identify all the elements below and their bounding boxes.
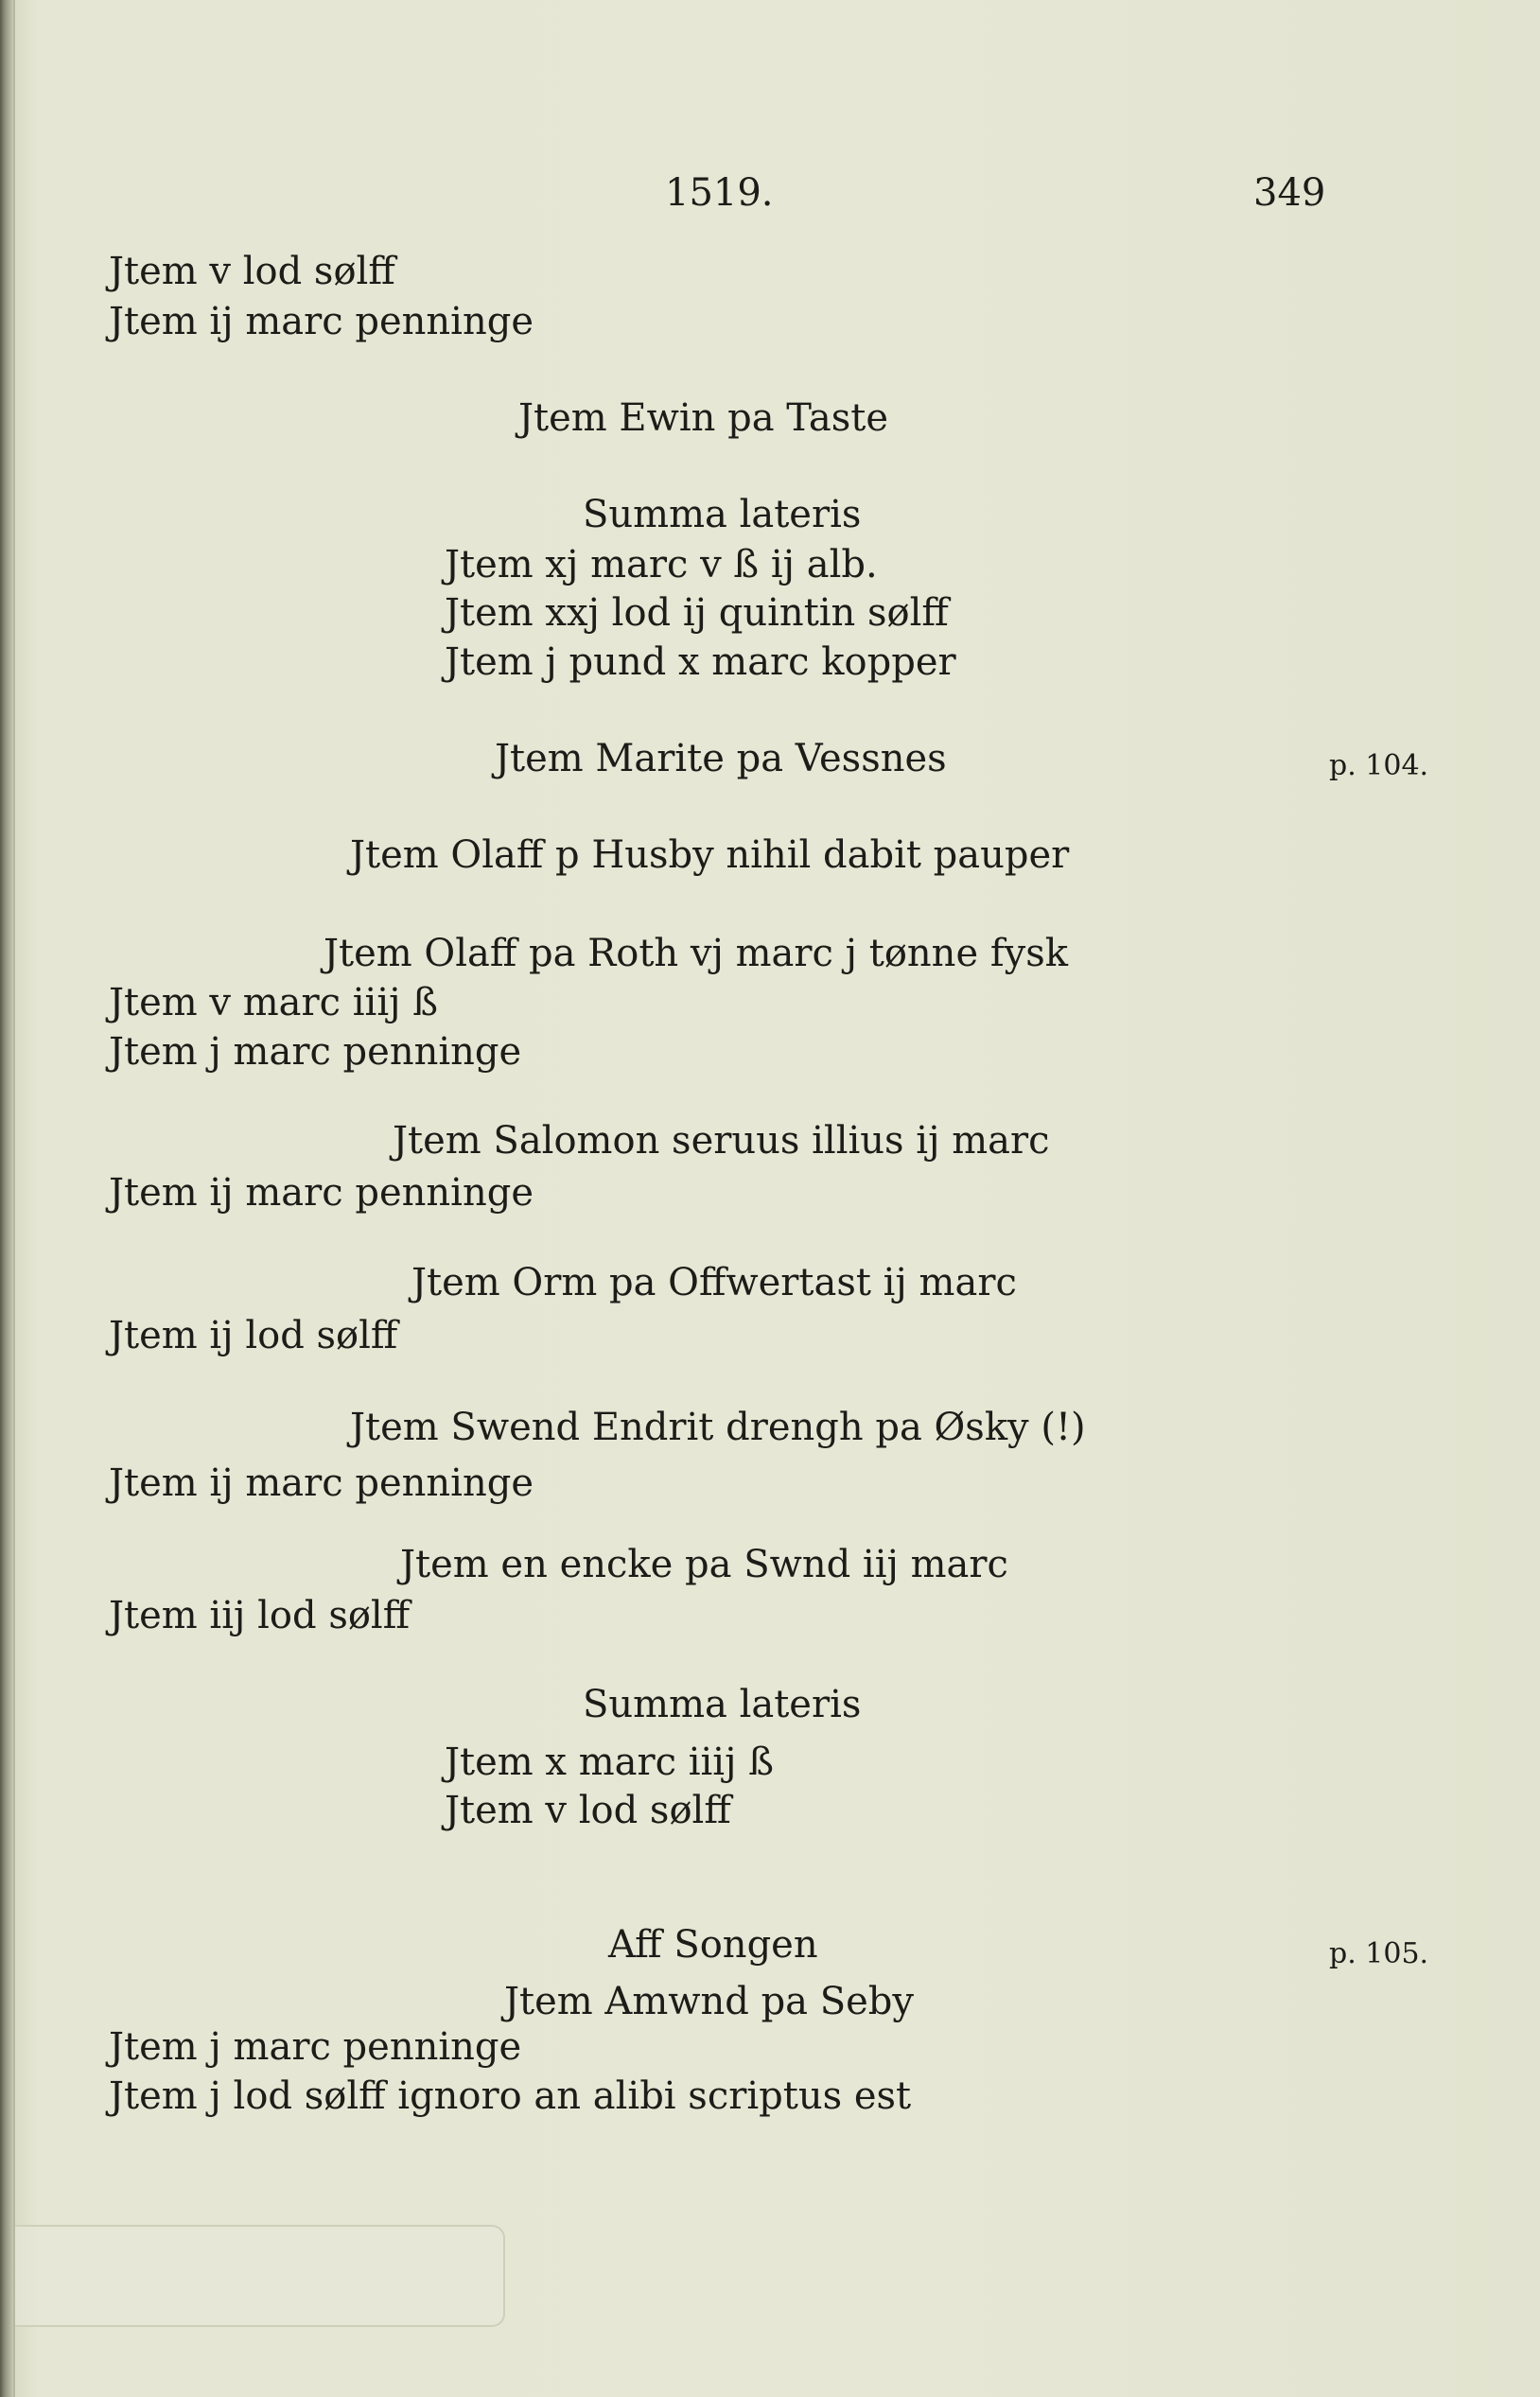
entry-heading: Jtem en encke pa Swnd iij marc (400, 1543, 1008, 1586)
text-line: Jtem ij marc penninge (109, 1171, 534, 1215)
text-line: Jtem j marc penninge (109, 1030, 522, 1074)
text-line: Jtem j marc penninge (109, 2025, 522, 2069)
entry-heading: Jtem Ewin pa Taste (518, 396, 888, 440)
margin-note: p. 104. (1329, 749, 1429, 782)
text-line: Jtem ij marc penninge (109, 300, 534, 343)
text-line: Jtem ij marc penninge (109, 1461, 534, 1505)
text-line: Jtem v marc iiij ß (109, 981, 438, 1024)
text-line: Jtem v lod sølff (445, 1789, 731, 1832)
spine-line (13, 0, 15, 2397)
summa-heading: Summa lateris (583, 1683, 862, 1726)
text-line: Jtem v lod sølff (109, 250, 395, 293)
text-line: Jtem j lod sølff ignoro an alibi scriptus est (109, 2074, 912, 2118)
entry-heading: Jtem Orm pa Offwertast ij marc (411, 1261, 1017, 1304)
text-line: Jtem xxj lod ij quintin sølff (445, 591, 949, 635)
binding-edge (0, 0, 13, 2397)
entry-heading: Jtem Salomon seruus illius ij marc (393, 1119, 1050, 1163)
page-corner-tab (15, 2225, 505, 2327)
entry-heading: Jtem Swend Endrit drengh pa Øsky (!) (350, 1406, 1086, 1449)
entry-heading: Jtem Olaff p Husby nihil dabit pauper (350, 833, 1070, 877)
margin-note: p. 105. (1329, 1937, 1429, 1970)
header-year: 1519. (665, 171, 774, 215)
section-heading: Aff Songen (608, 1923, 818, 1967)
text-line: Jtem j pund x marc kopper (445, 640, 956, 684)
entry-heading: Jtem Olaff pa Roth vj marc j tønne fysk (324, 932, 1068, 975)
text-line: Jtem ij lod sølff (109, 1314, 398, 1357)
page-number: 349 (1253, 171, 1326, 215)
text-line: Jtem xj marc v ß ij alb. (445, 543, 878, 586)
entry-heading: Jtem Marite pa Vessnes (495, 737, 947, 780)
text-line: Jtem x marc iiij ß (445, 1741, 774, 1784)
text-line: Jtem iij lod sølff (109, 1594, 411, 1637)
summa-heading: Summa lateris (583, 493, 862, 536)
entry-heading: Jtem Amwnd pa Seby (504, 1980, 915, 2023)
